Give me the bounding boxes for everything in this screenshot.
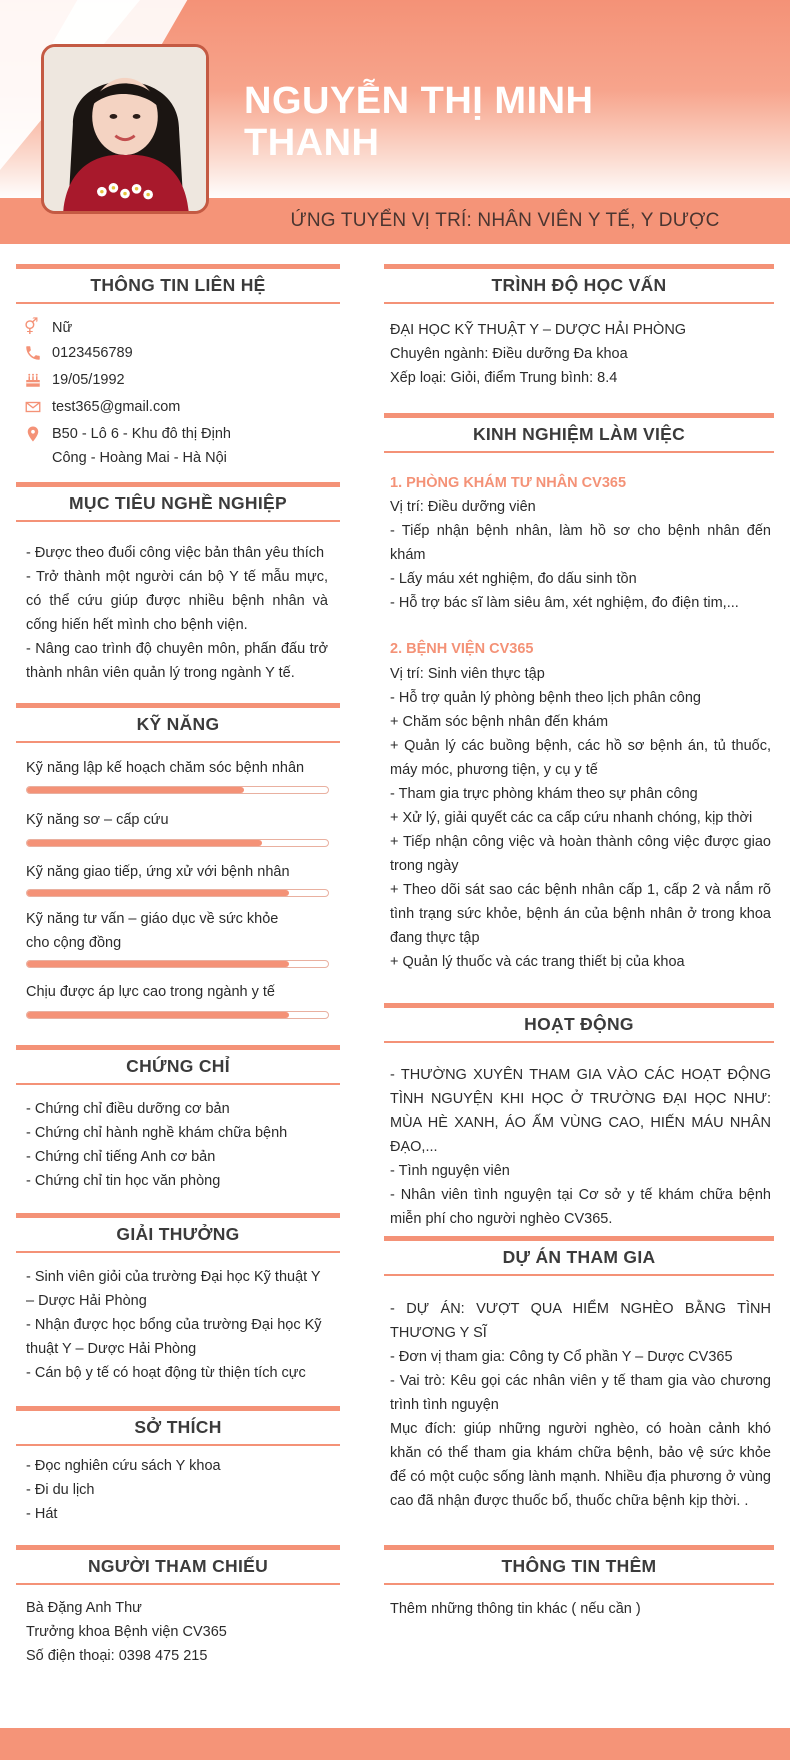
list-item: - Chứng chỉ hành nghề khám chữa bệnh — [26, 1125, 288, 1141]
reference-title: Trưởng khoa Bệnh viện CV365 — [26, 1624, 227, 1640]
objective-line-3: - Nâng cao trình độ chuyên môn, phấn đấu trở thành nhân viên quản lý trong ngành Y tế. — [26, 641, 328, 681]
skill-progress-bar — [26, 786, 329, 794]
skill-label: Kỹ năng tư vấn – giáo dục về sức khỏe cho cộng đồng — [26, 911, 279, 951]
activities-section-title: HOẠT ĐỘNG — [384, 1003, 774, 1043]
additional-info-section-title: THÔNG TIN THÊM — [384, 1545, 774, 1585]
education-grade: Xếp loại: Giỏi, điểm Trung bình: 8.4 — [390, 370, 618, 386]
list-item: - Cán bộ y tế có hoạt động từ thiện tích cực — [26, 1365, 306, 1381]
list-item: - Đi du lịch — [26, 1482, 95, 1498]
skill-progress-bar — [26, 889, 329, 897]
experience-section-title: KINH NGHIỆM LÀM VIỆC — [384, 413, 774, 453]
reference-phone: Số điện thoại: 0398 475 215 — [26, 1648, 208, 1664]
additional-info-text: Thêm những thông tin khác ( nếu cần ) — [390, 1601, 641, 1617]
phone-value: 0123456789 — [52, 345, 133, 361]
activity-line: - THƯỜNG XUYÊN THAM GIA VÀO CÁC HOẠT ĐỘNG TÌNH NGUYỆN KHI HỌC Ở TRƯỜNG ĐẠI HỌC NHƯ: MÙA HÈ XANH, ÁO ẤM VÙNG CAO, HIẾN MÁU NHÂN ĐẠO,... — [390, 1067, 771, 1155]
list-item: - Chứng chỉ tin học văn phòng — [26, 1173, 221, 1189]
projects-text — [390, 1297, 771, 1513]
project-line: - DỰ ÁN: VƯỢT QUA HIỂM NGHÈO BẰNG TÌNH THƯƠNG Y SĨ — [390, 1301, 771, 1341]
job-line: + Xử lý, giải quyết các ca cấp cứu nhanh chóng, kịp thời — [390, 810, 753, 826]
skill-bar-fill — [27, 787, 244, 793]
hobbies-section-title: SỞ THÍCH — [16, 1406, 340, 1446]
job-line: + Chăm sóc bệnh nhân đến khám — [390, 714, 609, 730]
email-icon — [24, 396, 52, 418]
projects-section-title: DỰ ÁN THAM GIA — [384, 1236, 774, 1276]
project-line: - Vai trò: Kêu gọi các nhân viên y tế tham gia vào chương trình tình nguyện — [390, 1373, 771, 1413]
skill-label: Kỹ năng sơ – cấp cứu — [26, 812, 169, 828]
birthday-value: 19/05/1992 — [52, 372, 125, 388]
name-line-2: THANH — [244, 122, 380, 164]
certificates-section-title: CHỨNG CHỈ — [16, 1045, 340, 1085]
reference-name: Bà Đặng Anh Thư — [26, 1600, 142, 1616]
applied-position: ỨNG TUYỂN VỊ TRÍ: NHÂN VIÊN Y TẾ, Y DƯỢC — [290, 210, 720, 231]
list-item: - Chứng chỉ điều dưỡng cơ bản — [26, 1101, 230, 1117]
objective-line-2: - Trở thành một người cán bộ Y tế mẫu mực, có thể cứu giúp được nhiều bệnh nhân và cống hiến hết mình cho bệnh viện. — [26, 569, 328, 633]
activity-line: - Tình nguyện viên — [390, 1163, 510, 1179]
list-item: - Sinh viên giỏi của trường Đại học Kỹ thuật Y – Dược Hải Phòng — [26, 1269, 321, 1309]
gender-value: Nữ — [52, 320, 73, 336]
skill-bar-fill — [27, 961, 289, 967]
gender-icon: ⚥ — [24, 319, 39, 336]
objective-text — [26, 541, 328, 685]
awards-list — [26, 1265, 328, 1385]
job-line: + Tiếp nhận công việc và hoàn thành công việc được giao trong ngày — [390, 834, 771, 874]
skill-label: Kỹ năng giao tiếp, ứng xử với bệnh nhân — [26, 864, 290, 880]
job-line: - Tiếp nhận bệnh nhân, làm hồ sơ cho bệnh nhân đến khám — [390, 523, 771, 563]
skill-progress-bar — [26, 1011, 329, 1019]
skill-label: Chịu được áp lực cao trong ngành y tế — [26, 984, 275, 1000]
reference-text — [26, 1596, 328, 1668]
job-details — [390, 495, 771, 615]
contact-phone — [24, 342, 340, 364]
list-item: - Nhận được học bổng của trường Đại học Kỹ thuật Y – Dược Hải Phòng — [26, 1317, 322, 1357]
phone-icon — [24, 342, 52, 364]
skill-bar-fill — [27, 1012, 289, 1018]
name-line-1: NGUYỄN THỊ MINH — [244, 80, 594, 122]
job-line: + Quản lý thuốc và các trang thiết bị của khoa — [390, 954, 685, 970]
job-line: - Lấy máu xét nghiệm, đo dấu sinh tồn — [390, 571, 637, 587]
email-value: test365@gmail.com — [52, 399, 181, 415]
education-major: Chuyên ngành: Điều dưỡng Đa khoa — [390, 346, 628, 362]
list-item: - Chứng chỉ tiếng Anh cơ bản — [26, 1149, 216, 1165]
address-line-1: B50 - Lô 6 - Khu đô thị Định — [52, 426, 231, 442]
job-line: Vị trí: Điều dưỡng viên — [390, 499, 536, 515]
birthday-cake-icon — [24, 369, 52, 391]
skill-bar-fill — [27, 890, 289, 896]
activities-text — [390, 1063, 771, 1231]
location-pin-icon — [24, 422, 52, 470]
project-line: Mục đích: giúp những người nghèo, có hoàn cảnh khó khăn có thể tham gia khám chữa bệnh, bảo vệ sức khỏe để có một cuộc sống lành mạnh. Nhiều địa phương ở vùng cao đã nhận được thuốc bổ, thuốc chữa bệnh kịp thời. . — [390, 1421, 771, 1509]
avatar — [41, 44, 209, 214]
objective-line-1: - Được theo đuổi công việc bản thân yêu thích — [26, 545, 325, 561]
list-item: - Hát — [26, 1506, 58, 1522]
certificates-list — [26, 1097, 328, 1193]
portrait-image — [44, 47, 206, 211]
job-title: 2. BỆNH VIỆN CV365 — [390, 641, 534, 657]
skill-progress-bar — [26, 960, 329, 968]
job-line: - Tham gia trực phòng khám theo sự phân công — [390, 786, 698, 802]
objective-section-title: MỤC TIÊU NGHỀ NGHIỆP — [16, 482, 340, 522]
job-title: 1. PHÒNG KHÁM TƯ NHÂN CV365 — [390, 475, 627, 491]
reference-section-title: NGƯỜI THAM CHIẾU — [16, 1545, 340, 1585]
job-line: - Hỗ trợ bác sĩ làm siêu âm, xét nghiệm, đo điện tim,... — [390, 595, 739, 611]
skill-progress-bar — [26, 839, 329, 847]
contact-address — [24, 422, 340, 470]
school-name: ĐẠI HỌC KỸ THUẬT Y – DƯỢC HẢI PHÒNG — [390, 322, 687, 338]
contact-gender — [24, 317, 340, 339]
skill-bar-fill — [27, 840, 262, 846]
contact-section-title: THÔNG TIN LIÊN HỆ — [16, 264, 340, 304]
education-text — [390, 318, 774, 390]
job-details — [390, 662, 771, 974]
contact-birthday — [24, 369, 340, 391]
job-line: Vị trí: Sinh viên thực tập — [390, 666, 545, 682]
footer-bar — [0, 1728, 790, 1760]
project-line: - Đơn vị tham gia: Công ty Cổ phần Y – Dược CV365 — [390, 1349, 733, 1365]
education-section-title: TRÌNH ĐỘ HỌC VẤN — [384, 264, 774, 304]
skill-label: Kỹ năng lập kế hoạch chăm sóc bệnh nhân — [26, 760, 305, 776]
skills-section-title: KỸ NĂNG — [16, 703, 340, 743]
job-line: - Hỗ trợ quản lý phòng bệnh theo lịch phân công — [390, 690, 701, 706]
job-line: + Quản lý các buồng bệnh, các hồ sơ bệnh án, tủ thuốc, máy móc, phương tiện, y cụ y tế — [390, 738, 771, 778]
candidate-name — [244, 80, 744, 164]
awards-section-title: GIẢI THƯỞNG — [16, 1213, 340, 1253]
list-item: - Đọc nghiên cứu sách Y khoa — [26, 1458, 221, 1474]
job-line: + Theo dõi sát sao các bệnh nhân cấp 1, cấp 2 và nắm rõ tình trạng sức khỏe, bệnh án của bệnh nhân ở trong khoa đang thực tập — [390, 882, 771, 946]
activity-line: - Nhân viên tình nguyện tại Cơ sở y tế khám chữa bệnh miễn phí cho người nghèo CV365. — [390, 1187, 771, 1227]
contact-email — [24, 396, 340, 418]
address-line-2: Công - Hoàng Mai - Hà Nội — [52, 450, 227, 466]
hobbies-list — [26, 1454, 328, 1526]
